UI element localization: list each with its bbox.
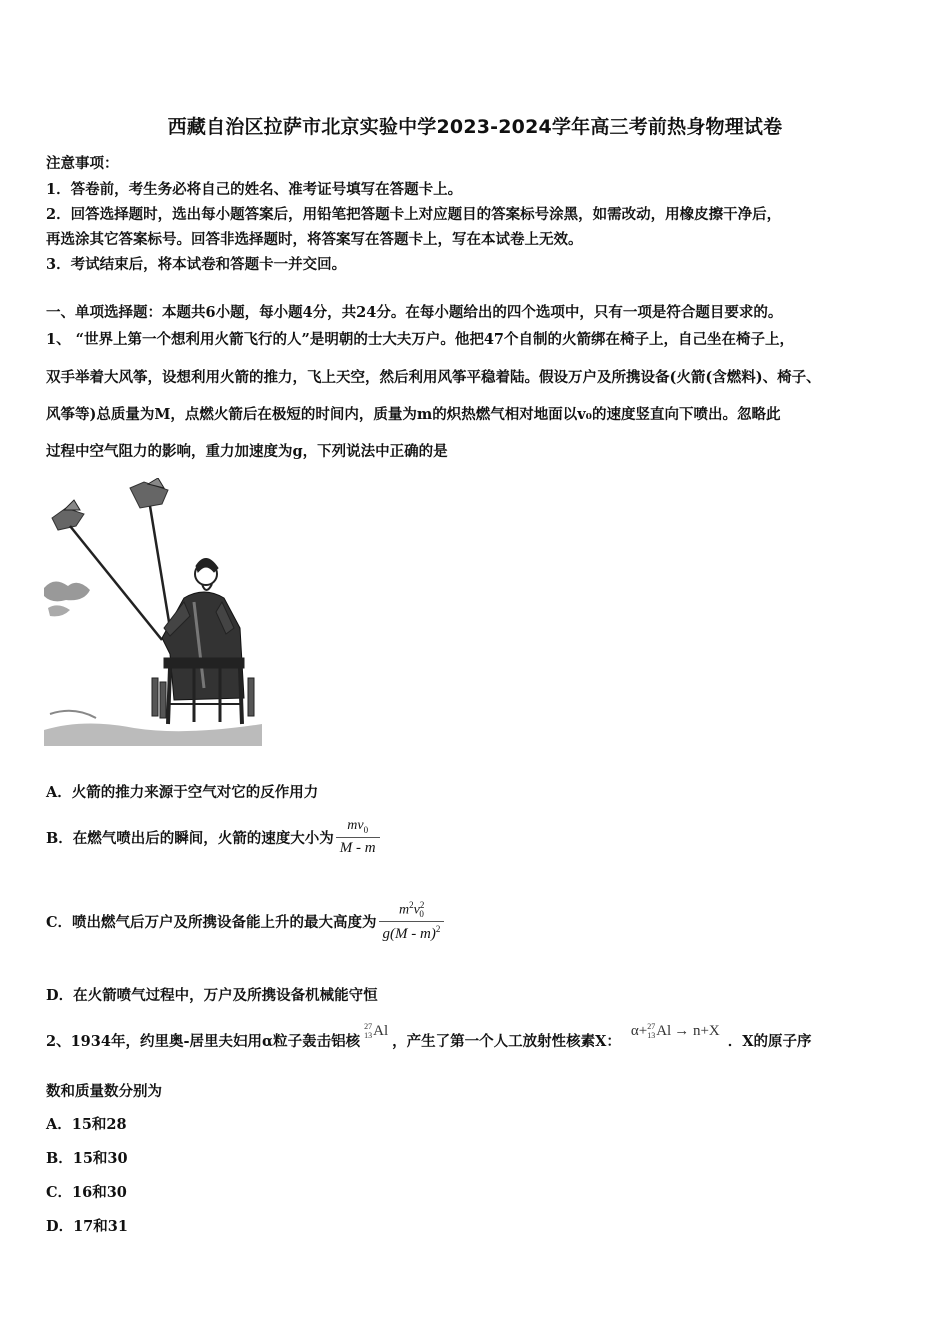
al-atomic-number: 13 <box>647 1031 656 1040</box>
notice-item: 1．答卷前，考生务必将自己的姓名、准考证号填写在答题卡上。 <box>46 181 463 198</box>
nuclear-reaction-equation <box>631 1022 720 1040</box>
question-1-text: 1、 “世界上第一个想利用火箭飞行的人”是明朝的士大夫万户。他把47个自制的火箭绑在椅子上，自己坐在椅子上， <box>46 331 794 348</box>
formula-numerator-v: v <box>413 902 420 918</box>
al-mass-number: 27 <box>647 1022 656 1031</box>
q2-part-3: ．X的原子序 <box>727 1033 812 1050</box>
q2-option-a: A．15和28 <box>46 1116 127 1133</box>
q2-option-b: B．15和30 <box>46 1150 128 1167</box>
q1-option-c <box>46 900 446 943</box>
q1-option-b <box>46 818 382 857</box>
al-symbol: Al <box>656 1022 672 1039</box>
q1-option-b-formula: $\frac{mv_0}{M - m}$ <box>336 818 380 857</box>
notice-item: 2．回答选择题时，选出每小题答案后，用铅笔把答题卡上对应题目的答案标号涂黑，如需改动，用橡皮擦干净后， <box>46 206 782 223</box>
q2-option-d: D．17和31 <box>46 1218 128 1235</box>
question-1-text: 过程中空气阻力的影响，重力加速度为g，下列说法中正确的是 <box>46 443 448 460</box>
q1-option-b-text: B．在燃气喷出后的瞬间，火箭的速度大小为 <box>46 829 334 847</box>
question-2-text: 数和质量数分别为 <box>46 1083 162 1100</box>
eq-suffix: → n+X <box>674 1022 720 1039</box>
q1-option-a: A．火箭的推力来源于空气对它的反作用力 <box>46 784 319 801</box>
notice-item: 再选涂其它答案标号。回答非选择题时，将答案写在答题卡上，写在本试卷上无效。 <box>46 231 583 248</box>
page-title: 西藏自治区拉萨市北京实验中学2023-2024学年高三考前热身物理试卷 <box>167 116 783 138</box>
formula-numerator-m: m <box>399 902 410 918</box>
q1-option-c-text: C．喷出燃气后万户及所携设备能上升的最大高度为 <box>46 914 377 932</box>
formula-numerator: mv <box>347 818 364 833</box>
notice-heading: 注意事项： <box>46 155 119 172</box>
q2-part-1: 2、1934年，约里奥-居里夫妇用α粒子轰击铝核 <box>46 1033 361 1050</box>
question-2-text <box>46 1022 812 1051</box>
question-1-text: 双手举着大风筝，设想利用火箭的推力，飞上天空，然后利用风筝平稳着陆。假设万户及所携设备(火箭(含燃料)、椅子、 <box>46 369 821 386</box>
eq-prefix: α+ <box>630 1022 648 1039</box>
al-symbol: Al <box>373 1022 389 1039</box>
formula-denominator: g(M - m) <box>382 926 436 943</box>
wanhu-rocket-chair-illustration <box>44 478 262 746</box>
section-heading: 一、单项选择题：本题共6小题，每小题4分，共24分。在每小题给出的四个选项中，只有一项是符合题目要求的。 <box>46 304 783 321</box>
q2-part-2: ，产生了第一个人工放射性核素X： <box>392 1033 621 1050</box>
question-1-text: 风筝等)总质量为M，点燃火箭后在极短的时间内，质量为m的炽热燃气相对地面以v₀的速度竖直向下喷出。忽略此 <box>46 406 781 423</box>
q2-option-c: C．16和30 <box>46 1184 127 1201</box>
q1-option-d: D．在火箭喷气过程中，万户及所携设备机械能守恒 <box>46 987 378 1004</box>
notice-item: 3．考试结束后，将本试卷和答题卡一并交回。 <box>46 256 347 273</box>
aluminum-nuclide <box>364 1022 388 1040</box>
al-atomic-number: 13 <box>364 1031 373 1040</box>
q1-option-c-formula: $\frac{m^2v^2_0}{g(M - m)^2}$ <box>379 900 445 943</box>
al-mass-number: 27 <box>364 1022 373 1031</box>
formula-denominator: M - m <box>336 837 380 857</box>
